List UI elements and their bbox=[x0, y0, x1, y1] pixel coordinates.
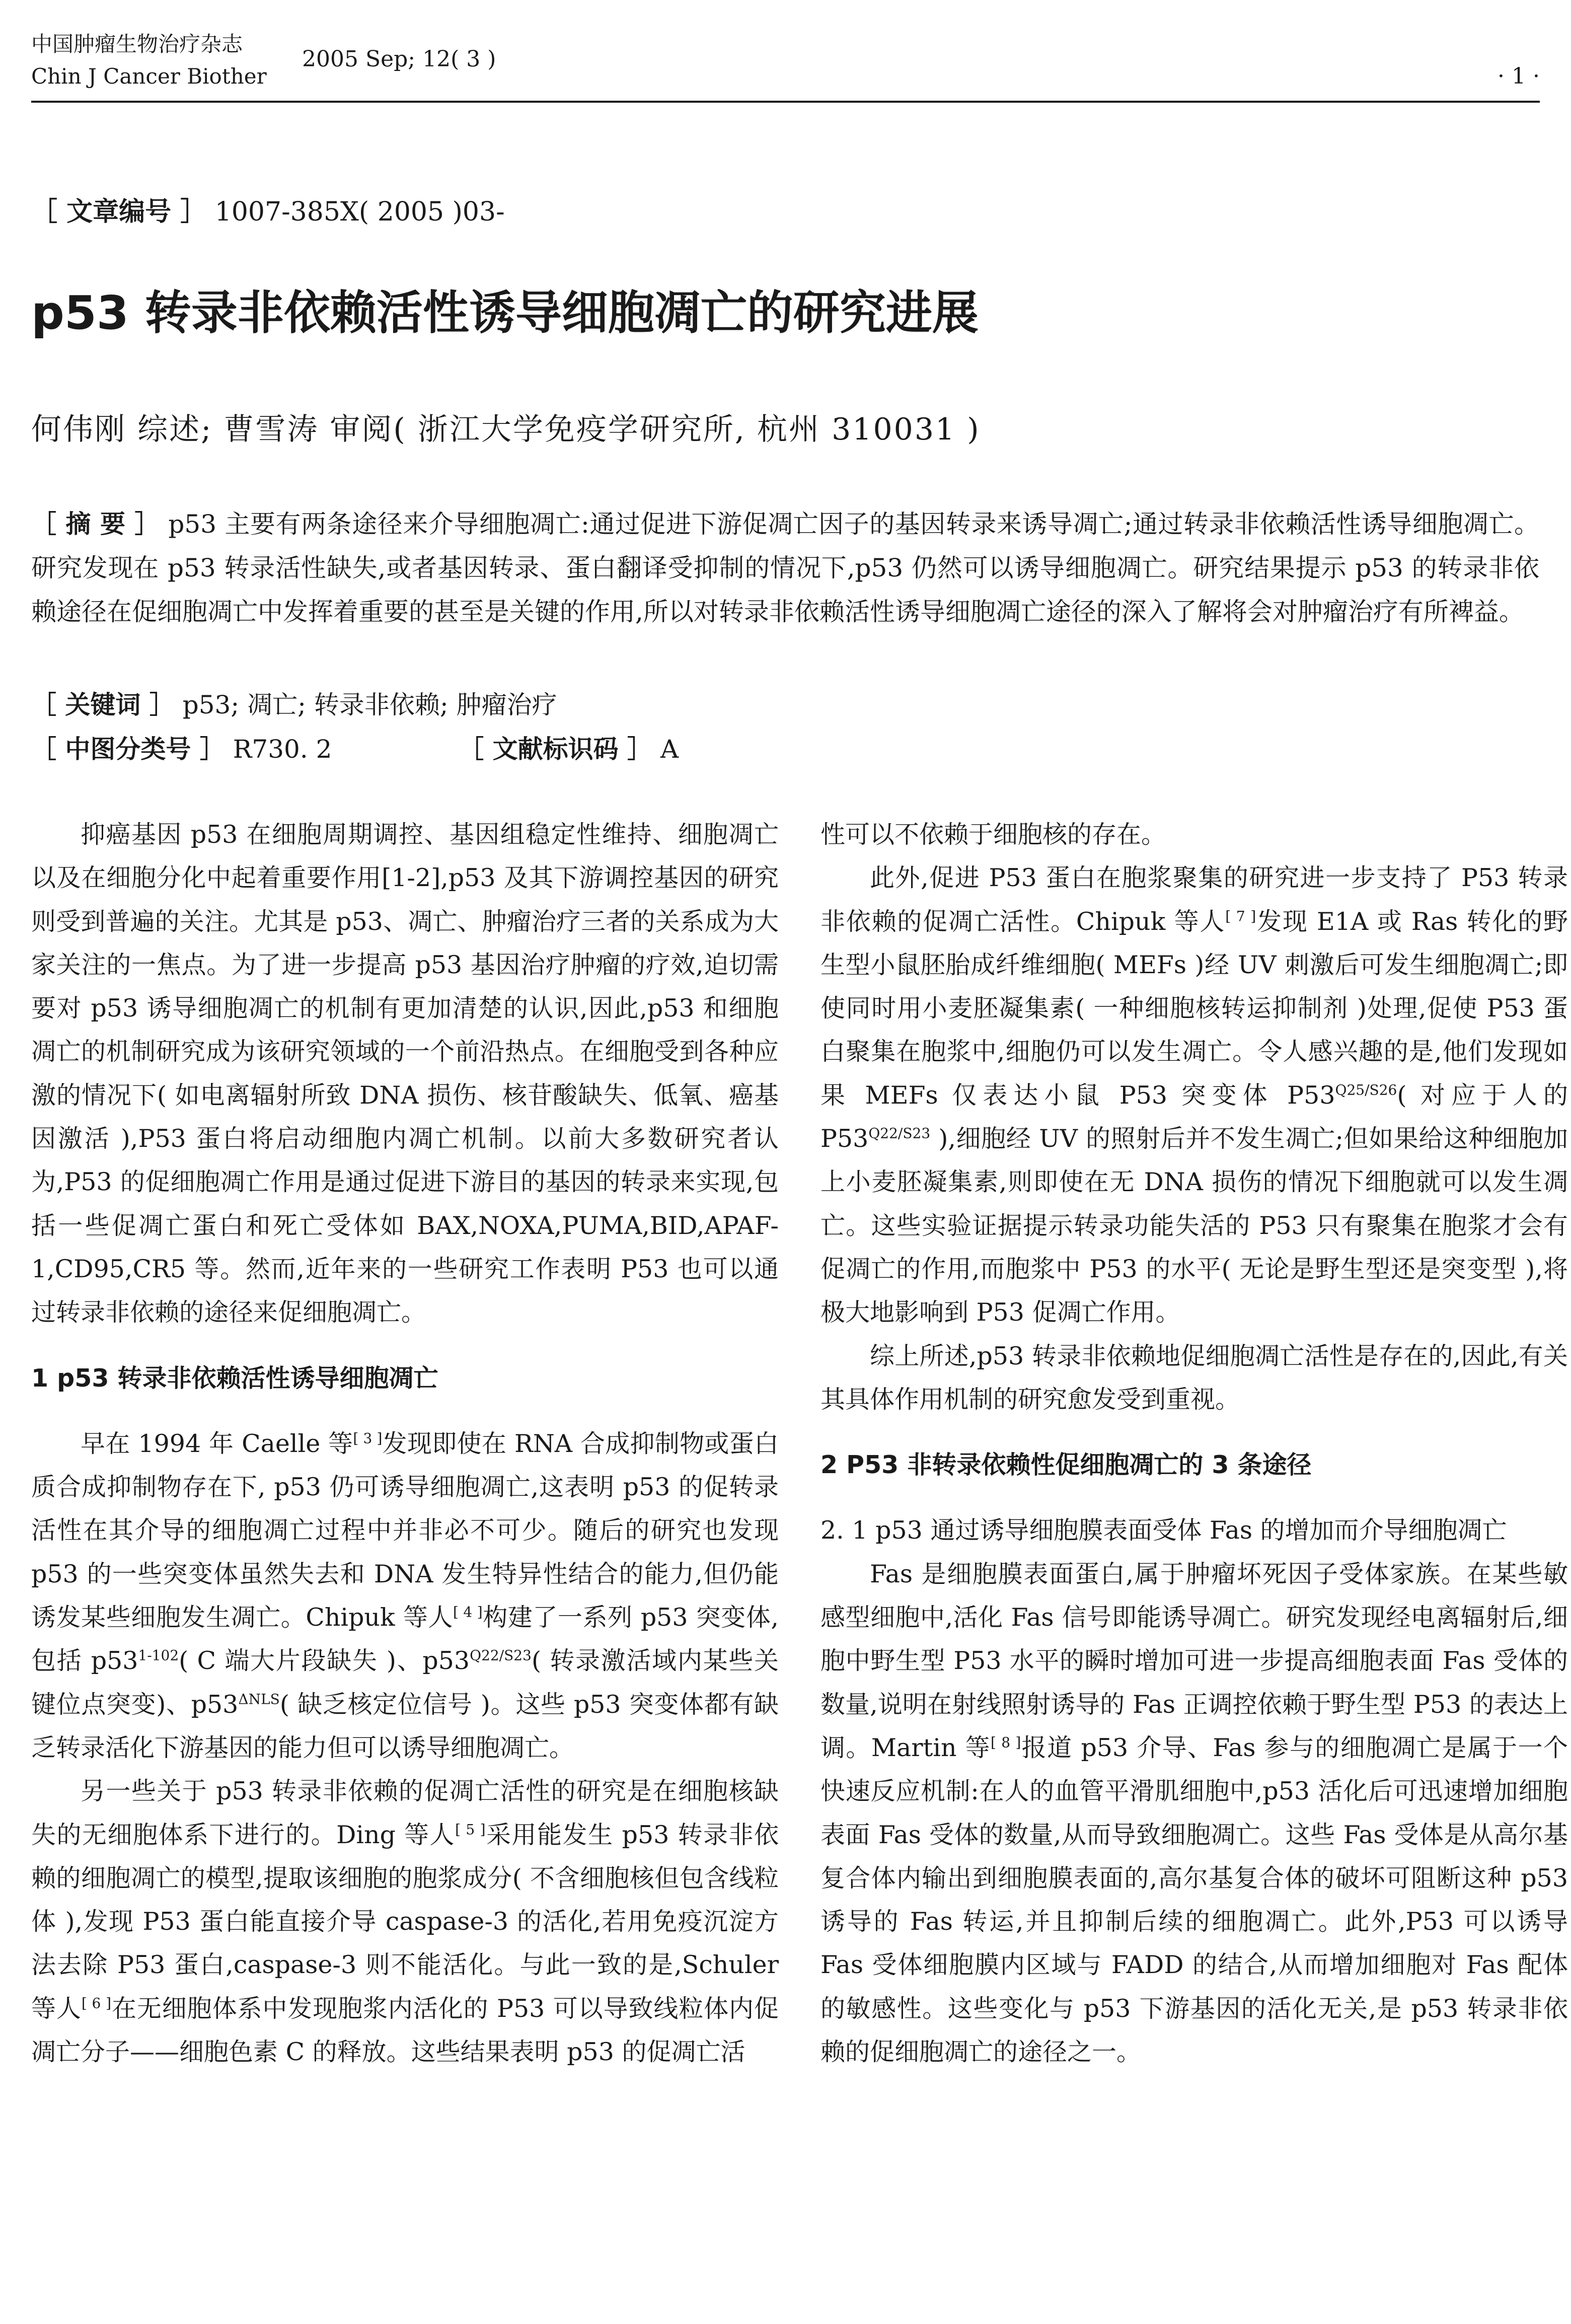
issue-info: 2005 Sep; 12( 3 ) bbox=[302, 46, 496, 72]
section-2-heading: 2 P53 非转录依赖性促细胞凋亡的 3 条途径 bbox=[820, 1450, 1312, 1480]
citation-3: [ 3 ] bbox=[353, 1430, 383, 1447]
abstract-text: p53 主要有两条途径来介导细胞凋亡:通过促进下游促凋亡因子的基因转录来诱导凋亡;通过转录非依赖活性诱导细胞凋亡。研究发现在 p53 转录活性缺失,或者基因转录、蛋白翻译受抑制的情况下,p53 仍然可以诱导细胞凋亡。研究结果提示 p53 的转录非依赖途径在促细胞凋亡中发挥着重要的甚至是关键的作用,所以对转录非依赖活性诱导细胞凋亡途径的深入了解将会对肿瘤治疗有所裨益。 bbox=[31, 510, 1539, 626]
keywords bbox=[31, 685, 557, 721]
document-code-label: ［ 文献标识码 ］ bbox=[459, 735, 653, 764]
keywords-label: ［ 关键词 ］ bbox=[31, 690, 175, 719]
abstract-label: ［ 摘 要 ］ bbox=[31, 510, 160, 539]
section-1-paragraph-1: 早在 1994 年 Caelle 等[ 3 ]发现即使在 RNA 合成抑制物或蛋白质合成抑制物存在下, p53 仍可诱导细胞凋亡,这表明 p53 的促转录活性在其介导的细胞凋亡过程中并非必不可少。随后的研究也发现 p53 的一些突变体虽然失去和 DNA 发生特异性结合的能力,但仍能诱发某些细胞发生凋亡。Chipuk 等人[ 4 ]构建了一系列 p53 突变体,包括 p53$^{1-102}$( C 端大片段缺失 )、$p53^{Q22/S23}$( 转录激活域内某些关键位点突变)、$p53^{\Delta NLS}$( 缺乏核定位信号 )。这些 p53 突变体都有缺乏转录活化下游基因的能力但可以诱导细胞凋亡。 bbox=[31, 1429, 779, 1762]
page-number: · 1 · bbox=[1498, 63, 1540, 89]
intro-paragraph: 抑癌基因 p53 在细胞周期调控、基因组稳定性维持、细胞凋亡以及在细胞分化中起着重要作用[1-2],p53 及其下游调控基因的研究则受到普遍的关注。尤其是 p53、凋亡、肿瘤治疗三者的关系成为大家关注的一焦点。为了进一步提高 p53 基因治疗肿瘤的疗效,迫切需要对 p53 诱导细胞凋亡的机制有更加清楚的认识,因此,p53 和细胞凋亡的机制研究成为该研究领域的一个前沿热点。在细胞受到各种应激的情况下( 如电离辐射所致 DNA 损伤、核苷酸缺失、低氧、癌基因激活 ),P53 蛋白将启动细胞内凋亡机制。以前大多数研究者认为,P53 的促细胞凋亡作用是通过促进下游目的基因的转录来实现,包括一些促凋亡蛋白和死亡受体如 BAX,NOXA,PUMA,BID,APAF-1,CD95,CR5 等。然而,近年来的一些研究工作表明 P53 也可以通过转录非依赖的途径来促细胞凋亡。 bbox=[31, 820, 779, 1327]
body-column-left bbox=[31, 813, 779, 2074]
classification-label: ［ 中图分类号 ］ bbox=[31, 735, 225, 764]
article-title: p53 转录非依赖活性诱导细胞凋亡的研究进展 bbox=[31, 286, 979, 340]
article-number bbox=[31, 190, 505, 228]
section-2-1-heading: 2. 1 p53 通过诱导细胞膜表面受体 Fas 的增加而介导细胞凋亡 bbox=[820, 1516, 1507, 1545]
keywords-text: p53; 凋亡; 转录非依赖; 肿瘤治疗 bbox=[182, 690, 557, 719]
abstract bbox=[31, 502, 1539, 634]
citation-6: [ 6 ] bbox=[81, 1995, 112, 2012]
section-1-paragraph-3: 此外,促进 P53 蛋白在胞浆聚集的研究进一步支持了 P53 转录非依赖的促凋亡活性。Chipuk 等人[ 7 ]发现 E1A 或 Ras 转化的野生型小鼠胚胎成纤维细胞( MEFs )经 UV 刺激后可发生细胞凋亡;即使同时用小麦胚凝集素( 一种细胞核转运抑制剂 )处理,促使 P53 蛋白聚集在胞浆中,细胞仍可以发生凋亡。令人感兴趣的是,他们发现如果 MEFs 仅表达小鼠 P53 突变体 $P53^{Q25/S26}$( 对应于人的 $P53^{Q22/S23}$ ),细胞经 UV 的照射后并不发生凋亡;但如果给这种细胞加上小麦胚凝集素,则即使在无 DNA 损伤的情况下细胞就可以发生凋亡。这些实验证据提示转录功能失活的 P53 只有聚集在胞浆才会有促凋亡的作用,而胞浆中 P53 的水平( 无论是野生型还是突变型 ),将极大地影响到 P53 促凋亡作用。 bbox=[820, 863, 1568, 1327]
citation-4: [ 4 ] bbox=[453, 1604, 483, 1621]
section-1-summary: 综上所述,p53 转录非依赖地促细胞凋亡活性是存在的,因此,有关其具体作用机制的研究愈发受到重视。 bbox=[820, 1341, 1568, 1414]
classification-value: R730. 2 bbox=[233, 735, 332, 764]
citation-7: [ 7 ] bbox=[1225, 908, 1256, 925]
citation-8: [ 8 ] bbox=[990, 1734, 1021, 1751]
document-code-value: A bbox=[660, 735, 679, 764]
authors-affiliation: 何伟刚 综述; 曹雪涛 审阅( 浙江大学免疫学研究所, 杭州 310031 ) bbox=[31, 412, 981, 447]
journal-name-cn: 中国肿瘤生物治疗杂志 bbox=[31, 32, 243, 56]
journal-header bbox=[31, 28, 267, 93]
journal-name-en: Chin J Cancer Biother bbox=[31, 64, 267, 89]
classification bbox=[31, 729, 679, 765]
article-number-label: ［ 文章编号 ］ bbox=[31, 197, 207, 227]
header-rule bbox=[31, 101, 1540, 103]
section-2-1-paragraph-1: Fas 是细胞膜表面蛋白,属于肿瘤坏死因子受体家族。在某些敏感型细胞中,活化 Fas 信号即能诱导凋亡。研究发现经电离辐射后,细胞中野生型 P53 水平的瞬时增加可进一步提高细胞表面 Fas 受体的数量,说明在射线照射诱导的 Fas 正调控依赖于野生型 P53 的表达上调。Martin 等[ 8 ]报道 p53 介导、Fas 参与的细胞凋亡是属于一个快速反应机制:在人的血管平滑肌细胞中,p53 活化后可迅速增加细胞表面 Fas 受体的数量,从而导致细胞凋亡。这些 Fas 受体是从高尔基复合体内输出到细胞膜表面的,高尔基复合体的破坏可阻断这种 p53 诱导的 Fas 转运,并且抑制后续的细胞凋亡。此外,P53 可以诱导 Fas 受体细胞膜内区域与 FADD 的结合,从而增加细胞对 Fas 配体的敏感性。这些变化与 p53 下游基因的活化无关,是 p53 转录非依赖的促细胞凋亡的途径之一。 bbox=[820, 1559, 1568, 2067]
section-1-paragraph-2-continued: 性可以不依赖于细胞核的存在。 bbox=[820, 820, 1166, 849]
article-number-value: 1007-385X( 2005 )03- bbox=[214, 197, 505, 227]
citation-5: [ 5 ] bbox=[455, 1821, 486, 1838]
body-column-right bbox=[820, 813, 1568, 2074]
section-1-heading: 1 p53 转录非依赖活性诱导细胞凋亡 bbox=[31, 1363, 438, 1393]
section-1-paragraph-2: 另一些关于 p53 转录非依赖的促凋亡活性的研究是在细胞核缺失的无细胞体系下进行的。Ding 等人[ 5 ]采用能发生 p53 转录非依赖的细胞凋亡的模型,提取该细胞的胞浆成分( 不含细胞核但包含线粒体 ),发现 P53 蛋白能直接介导 caspase-3 的活化,若用免疫沉淀方法去除 P53 蛋白,caspase-3 则不能活化。与此一致的是,Schuler 等人[ 6 ]在无细胞体系中发现胞浆内活化的 P53 可以导致线粒体内促凋亡分子——细胞色素 C 的释放。这些结果表明 p53 的促凋亡活 bbox=[31, 1777, 779, 2067]
